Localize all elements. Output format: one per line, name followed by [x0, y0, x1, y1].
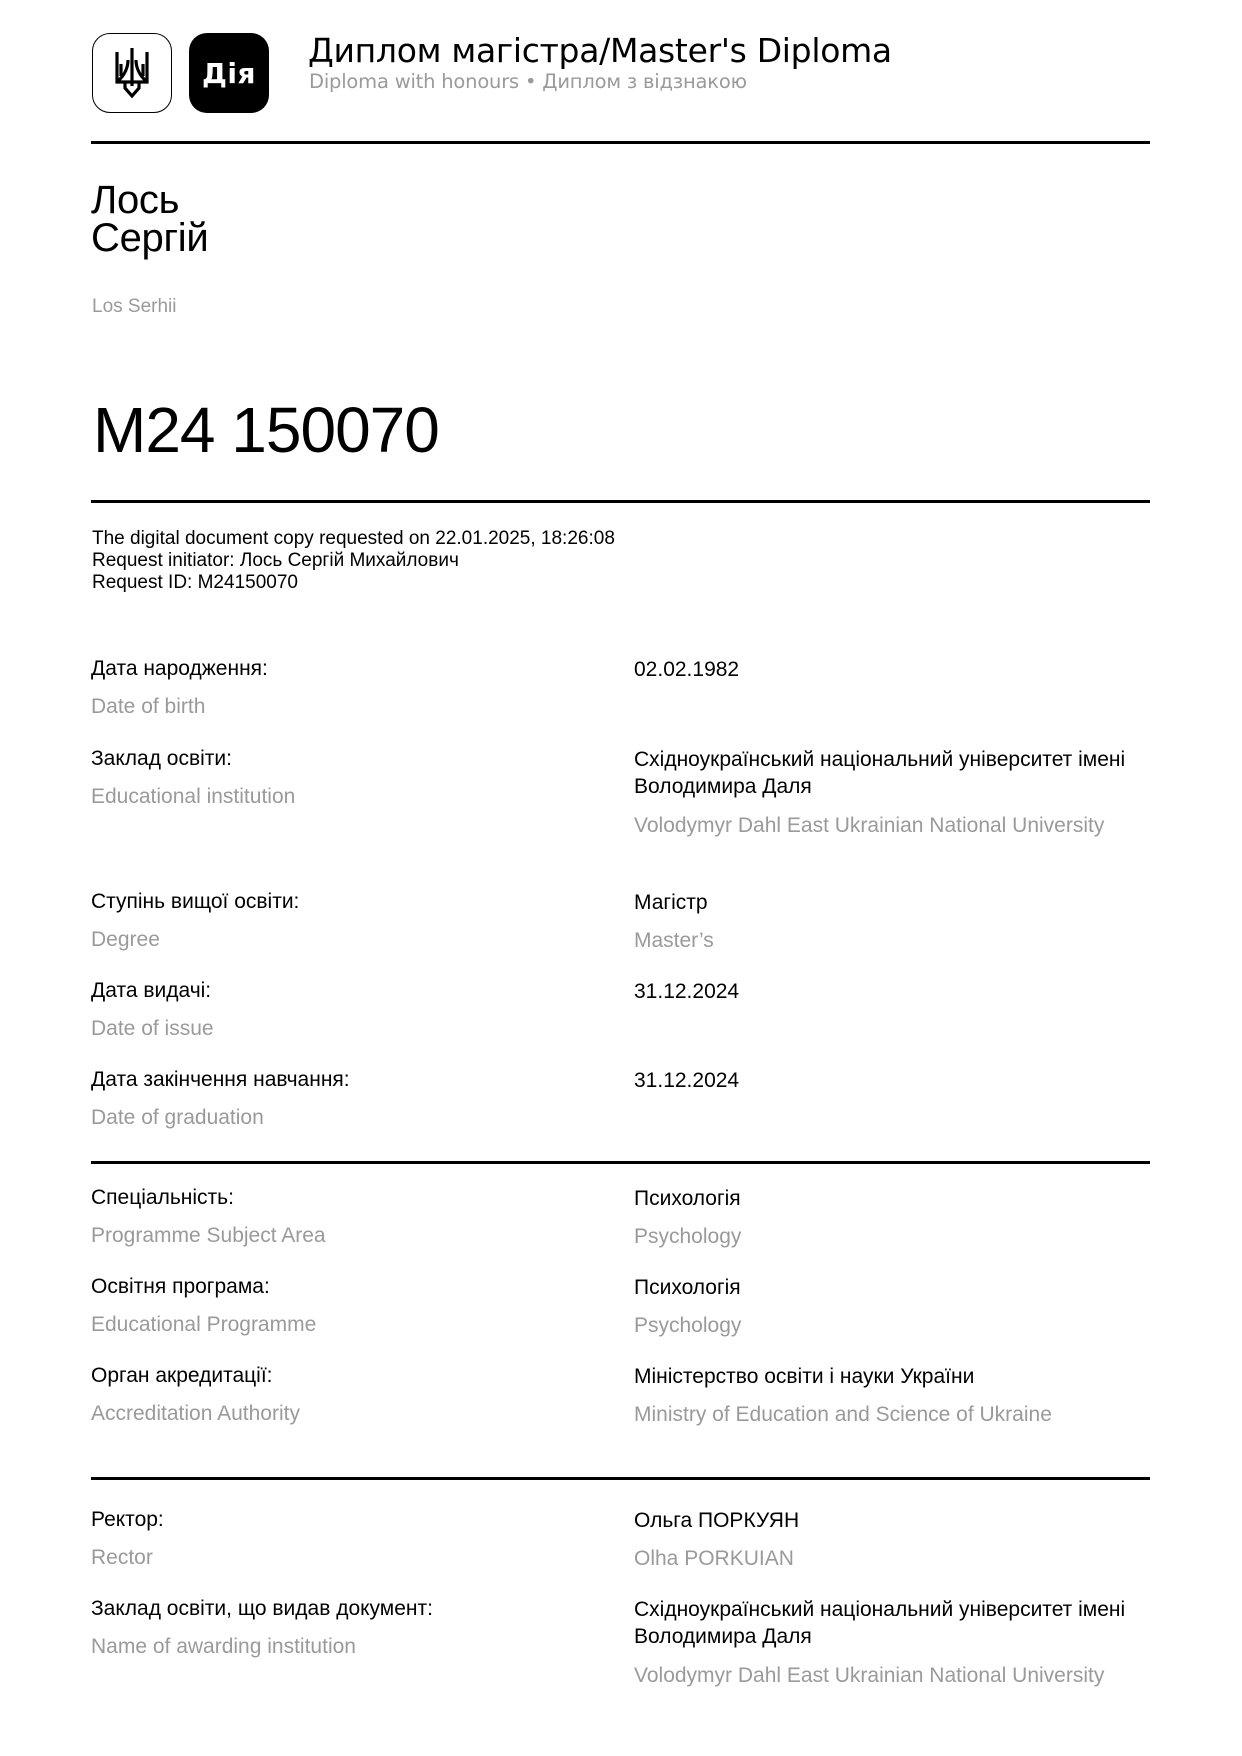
- field-label: Дата закінчення навчання:: [91, 1068, 350, 1091]
- document-number: M24 150070: [93, 394, 439, 466]
- trident-icon: [114, 46, 150, 100]
- field-value-en: Psychology: [634, 1225, 742, 1248]
- field-value: 31.12.2024: [634, 980, 740, 1003]
- field-label-en: Educational Programme: [91, 1313, 317, 1336]
- field-value: Міністерство освіти і науки України: [634, 1365, 975, 1388]
- requested-on-line: The digital document copy requested on 22.01.2025, 18:26:08: [92, 528, 615, 549]
- document-title: Диплом магістра/Master's Diploma: [308, 31, 892, 70]
- field-value: Ольга ПОРКУЯН: [634, 1509, 800, 1532]
- holder-given-name: Сергій: [91, 216, 209, 260]
- field-label: Дата видачі:: [91, 979, 212, 1002]
- field-value-en: Olha PORKUIAN: [634, 1547, 794, 1570]
- field-value-en: Volodymyr Dahl East Ukrainian National University: [634, 814, 1105, 837]
- field-label: Спеціальність:: [91, 1186, 234, 1209]
- field-value: 31.12.2024: [634, 1069, 740, 1092]
- field-value-en: Volodymyr Dahl East Ukrainian National University: [634, 1664, 1105, 1687]
- field-value: Психологія: [634, 1187, 741, 1210]
- divider: [91, 500, 1150, 503]
- field-label-en: Programme Subject Area: [91, 1224, 326, 1247]
- field-value-en: Ministry of Education and Science of Ukraine: [634, 1403, 1052, 1426]
- field-label-en: Educational institution: [91, 785, 296, 808]
- coat-of-arms-logo: [92, 33, 172, 113]
- field-label-en: Date of issue: [91, 1017, 214, 1040]
- divider: [91, 1477, 1150, 1480]
- field-label-en: Date of graduation: [91, 1106, 264, 1129]
- request-meta: [92, 528, 615, 594]
- field-label-en: Date of birth: [91, 695, 206, 718]
- divider: [91, 1161, 1150, 1164]
- field-label: Орган акредитації:: [91, 1364, 273, 1387]
- field-label: Ректор:: [91, 1508, 164, 1531]
- field-value: Магістр: [634, 891, 708, 914]
- diia-logo: [189, 33, 269, 113]
- request-id-line: Request ID: M24150070: [92, 572, 298, 593]
- field-value-en: Psychology: [634, 1314, 742, 1337]
- field-label-en: Rector: [91, 1546, 153, 1569]
- field-label: Заклад освіти:: [91, 747, 232, 770]
- field-label-en: Accreditation Authority: [91, 1402, 300, 1425]
- diia-logo-label: Дія: [201, 56, 256, 90]
- holder-surname: Лось: [91, 178, 180, 222]
- field-value: Психологія: [634, 1276, 741, 1299]
- holder-latin-name: Los Serhii: [92, 296, 177, 317]
- request-initiator-line: Request initiator: Лось Сергій Михайлович: [92, 550, 459, 571]
- field-value: Східноукраїнський національний університет імені Володимира Даля: [634, 748, 1126, 798]
- field-label: Дата народження:: [91, 657, 268, 680]
- field-value: 02.02.1982: [634, 658, 740, 681]
- field-label-en: Name of awarding institution: [91, 1635, 356, 1658]
- divider: [91, 141, 1150, 144]
- field-label: Освітня програма:: [91, 1275, 270, 1298]
- field-label: Ступінь вищої освіти:: [91, 890, 300, 913]
- field-label: Заклад освіти, що видав документ:: [91, 1597, 433, 1620]
- field-value-en: Master’s: [634, 929, 714, 952]
- document-subtitle: Diploma with honours • Диплом з відзнакою: [309, 70, 747, 93]
- field-value: Східноукраїнський національний університет імені Володимира Даля: [634, 1598, 1126, 1648]
- field-label-en: Degree: [91, 928, 160, 951]
